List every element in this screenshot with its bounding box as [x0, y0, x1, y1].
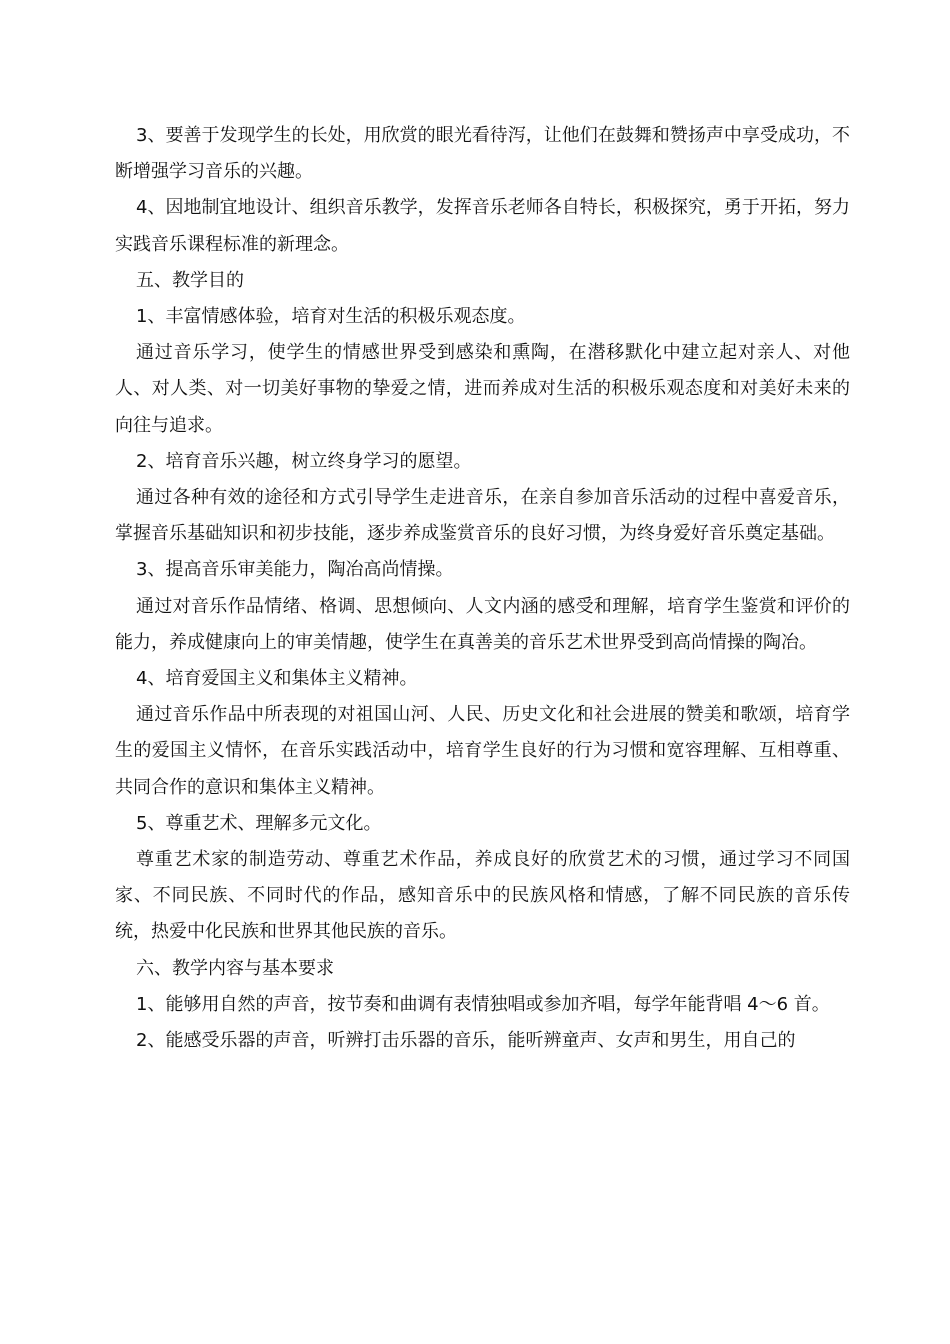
objective-4-body: 通过音乐作品中所表现的对祖国山河、人民、历史文化和社会进展的赞美和歌颂，培育学生的爱国主义情怀，在音乐实践活动中，培育学生良好的行为习惯和宽容理解、互相尊重、共同合作的意识和集体主义精神。 — [115, 704, 850, 798]
objective-5-heading: 5、尊重艺术、理解多元文化。 — [136, 812, 382, 834]
requirement-2: 2、能感受乐器的声音，听辨打击乐器的音乐，能听辨童声、女声和男生，用自己的 — [136, 1030, 796, 1052]
objective-3-heading: 3、提高音乐审美能力，陶冶高尚情操。 — [136, 559, 454, 581]
section-heading-6: 六、教学内容与基本要求 — [136, 957, 334, 979]
requirement-1: 1、能够用自然的声音，按节奏和曲调有表情独唱或参加齐唱，每学年能背唱 4～6 首。 — [136, 993, 830, 1015]
section-heading-5: 五、教学目的 — [136, 269, 244, 291]
paragraph-2: 4、因地制宜地设计、组织音乐教学，发挥音乐老师各自特长，积极探究，勇于开拓，努力实践音乐课程标准的新理念。 — [115, 197, 850, 255]
objective-4-heading: 4、培育爱国主义和集体主义精神。 — [136, 668, 418, 690]
paragraph-1: 3、要善于发现学生的长处，用欣赏的眼光看待泻，让他们在鼓舞和赞扬声中享受成功，不断增强学习音乐的兴趣。 — [115, 125, 850, 183]
objective-5-body: 尊重艺术家的制造劳动、尊重艺术作品，养成良好的欣赏艺术的习惯，通过学习不同国家、不同民族、不同时代的作品，感知音乐中的民族风格和情感，了解不同民族的音乐传统，热爱中化民族和世界其他民族的音乐。 — [115, 849, 850, 943]
objective-2-body: 通过各种有效的途径和方式引导学生走进音乐，在亲自参加音乐活动的过程中喜爱音乐，掌握音乐基础知识和初步技能，逐步养成鉴赏音乐的良好习惯，为终身爱好音乐奠定基础。 — [115, 487, 850, 545]
objective-3-body: 通过对音乐作品情绪、格调、思想倾向、人文内涵的感受和理解，培育学生鉴赏和评价的能力，养成健康向上的审美情趣，使学生在真善美的音乐艺术世界受到高尚情操的陶冶。 — [115, 595, 850, 653]
objective-2-heading: 2、培育音乐兴趣，树立终身学习的愿望。 — [136, 450, 472, 472]
objective-1-body: 通过音乐学习，使学生的情感世界受到感染和熏陶，在潜移默化中建立起对亲人、对他人、对人类、对一切美好事物的挚爱之情，进而养成对生活的积极乐观态度和对美好未来的向往与追求。 — [115, 342, 850, 436]
document-page — [115, 118, 850, 1059]
objective-1-heading: 1、丰富情感体验，培育对生活的积极乐观态度。 — [136, 306, 526, 328]
